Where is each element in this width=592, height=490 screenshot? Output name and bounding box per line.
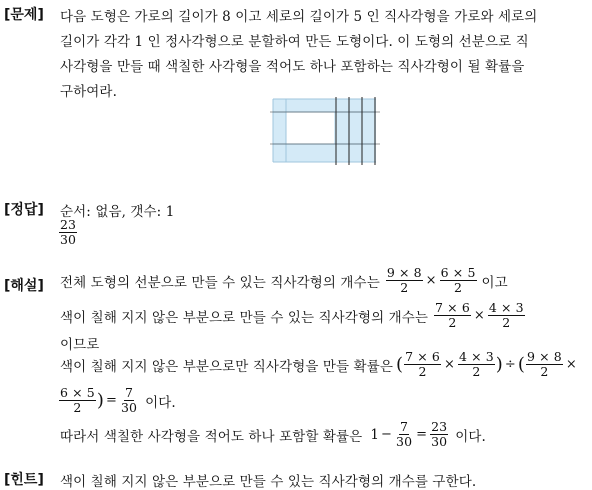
frac-num: 7 × 6 [435, 300, 470, 315]
frac-num: 7 × 6 [405, 349, 440, 364]
problem-line-2: 길이가 각각 1 인 정사각형으로 분할하여 만든 도형이다. 이 도형의 선분으로 직 [60, 34, 529, 50]
exp-l2-text: 색이 칠해 지지 않은 부분으로 만들 수 있는 직사각형의 개수는 [60, 309, 429, 326]
explanation-line-4: 색이 칠해 지지 않은 부분으로만 직사각형을 만들 확률은 ( $\frac{7 \times 6}{2}$ × $\frac{4 \times 3}{2}$ ) ÷ ( $\frac{9 \times 8}{2}$ × [60, 349, 577, 379]
frac-num: 4 × 3 [488, 300, 524, 315]
hint-line: 색이 칠해 지지 않은 부분으로 만들 수 있는 직사각형의 개수를 구한다. [60, 474, 477, 490]
answer-line: 순서: 없음, 갯수: 1 [60, 204, 175, 220]
unshaded-region [286, 112, 334, 144]
exp-l6-text: 따라서 색칠한 사각형을 적어도 하나 포함할 확률은 [60, 428, 363, 445]
grid-figure [270, 97, 380, 165]
frac-num: 23 [431, 419, 448, 434]
frac-den: 30 [431, 434, 448, 449]
answer-fraction [58, 218, 78, 247]
exp-l1-text: 전체 도형의 선분으로 만들 수 있는 직사각형의 개수는 [60, 274, 380, 291]
frac-num: 7 [124, 385, 134, 400]
problem-tag: [문제] [4, 7, 44, 23]
explanation-line-1: 전체 도형의 선분으로 만들 수 있는 직사각형의 개수는 $\frac{9 \times 8}{2}$ × $\frac{6 \times 5}{2}$ 이고 [60, 265, 508, 295]
frac-den: 30 [120, 400, 138, 415]
exp-l6-one: 1 [370, 426, 380, 443]
frac-den: 2 [454, 280, 463, 295]
explanation-line-2: 색이 칠해 지지 않은 부분으로 만들 수 있는 직사각형의 개수는 $\frac{7 \times 6}{2}$ × $\frac{4 \times 3}{2}$ [60, 300, 524, 330]
hint-tag: [힌트] [4, 472, 44, 488]
answer-den: 30 [60, 232, 76, 247]
frac-num: 7 [400, 419, 409, 434]
problem-line-1: 다음 도형은 가로의 길이가 8 이고 세로의 길이가 5 인 직사각형을 가로와 세로의 [60, 9, 538, 25]
frac-den: 2 [400, 280, 409, 295]
problem-line-3: 사각형을 만들 때 색칠한 사각형을 적어도 하나 포함하는 직사각형이 될 확률을 [60, 59, 525, 75]
frac-num: 9 × 8 [527, 349, 562, 364]
frac-num: 4 × 3 [458, 349, 494, 364]
frac-num: 9 × 8 [386, 265, 422, 280]
answer-tag: [정답] [4, 202, 44, 218]
frac-num: 6 × 5 [60, 385, 95, 400]
exp-l6-tail: 이다. [455, 428, 486, 445]
explanation-tag: [해설] [4, 278, 44, 294]
frac-den: 2 [502, 315, 511, 330]
frac-den: 2 [418, 364, 427, 379]
problem-line-4: 구하여라. [60, 84, 117, 100]
answer-num: 23 [60, 217, 76, 232]
exp-l5-tail: 이다. [145, 394, 176, 411]
frac-den: 2 [540, 364, 549, 379]
exp-l1-tail: 이고 [481, 274, 508, 291]
exp-l4-text: 색이 칠해 지지 않은 부분으로만 직사각형을 만들 확률은 [60, 358, 393, 375]
explanation-line-3: 이므로 [60, 337, 100, 353]
frac-den: 2 [73, 400, 82, 415]
explanation-line-6: 따라서 색칠한 사각형을 적어도 하나 포함할 확률은 1 − $\frac{7}{30}$ = $\frac{23}{30}$ 이다. [60, 419, 486, 449]
frac-den: 30 [396, 434, 413, 449]
explanation-line-5: $\frac{6 \times 5}{2}$ ) = $\frac{7}{30}$ 이다. [60, 385, 176, 415]
frac-den: 2 [448, 315, 457, 330]
frac-num: 6 × 5 [440, 265, 476, 280]
frac-den: 2 [472, 364, 481, 379]
